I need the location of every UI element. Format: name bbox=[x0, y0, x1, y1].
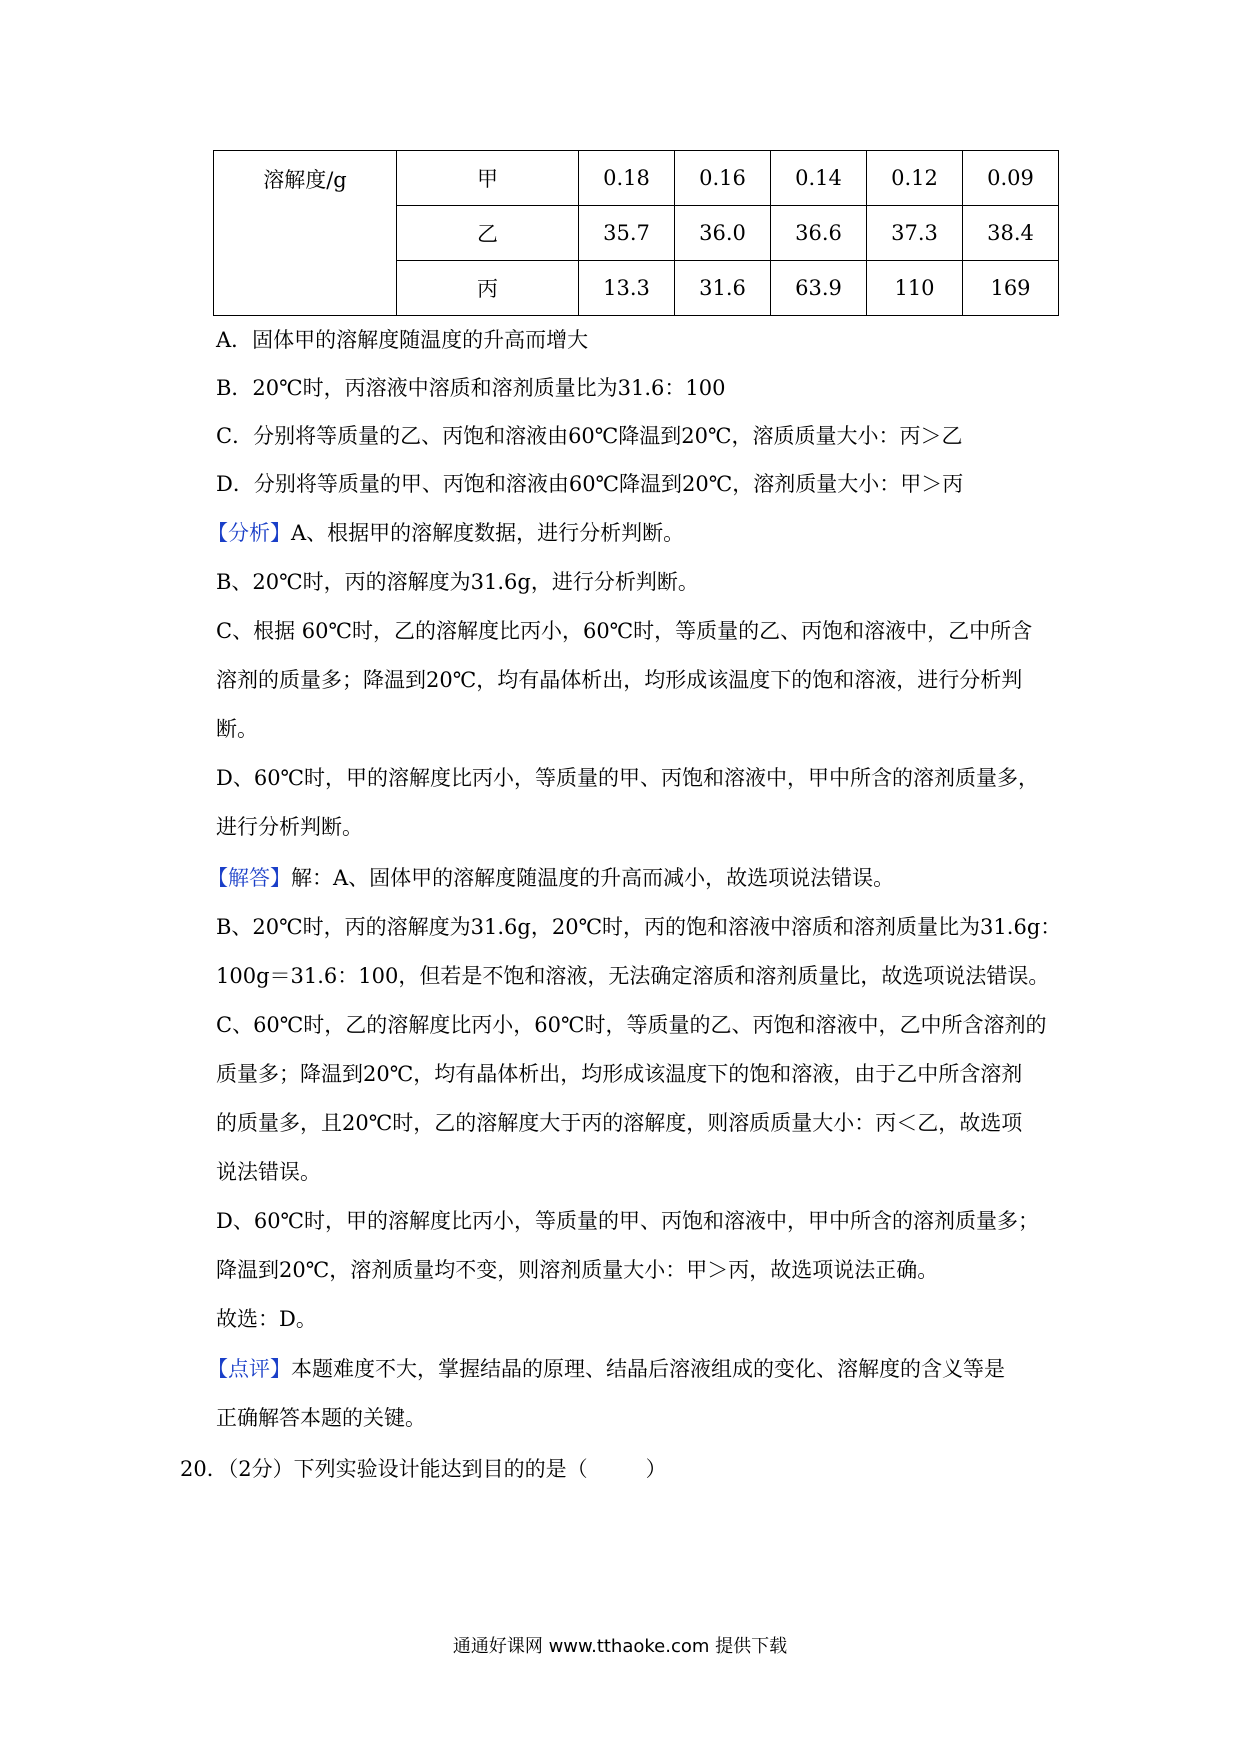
table-cell: 0.14 bbox=[771, 151, 867, 206]
table-row bbox=[214, 151, 1059, 206]
table-header-cell: 溶解度/g bbox=[214, 151, 397, 316]
table-cell: 169 bbox=[963, 261, 1059, 316]
answer-line: 故选：D。 bbox=[216, 1307, 317, 1331]
answer-line: B、20℃时，丙的溶解度为31.6g，20℃时，丙的饱和溶液中溶质和溶剂质量比为31.6g： bbox=[216, 915, 1062, 939]
option-d: D．分别将等质量的甲、丙饱和溶液由60℃降温到20℃，溶剂质量大小：甲＞丙 bbox=[216, 472, 964, 496]
substance-name-cell: 丙 bbox=[397, 261, 579, 316]
comment-text: 本题难度不大，掌握结晶的原理、结晶后溶液组成的变化、溶解度的含义等是 bbox=[291, 1357, 1005, 1381]
comment-tag: 【点评】 bbox=[207, 1357, 291, 1381]
table-cell: 31.6 bbox=[675, 261, 771, 316]
table-cell: 13.3 bbox=[579, 261, 675, 316]
table-cell: 0.09 bbox=[963, 151, 1059, 206]
table-cell: 36.0 bbox=[675, 206, 771, 261]
comment-line bbox=[207, 1355, 1005, 1383]
analysis-text: A、根据甲的溶解度数据，进行分析判断。 bbox=[291, 521, 685, 545]
comment-line: 正确解答本题的关键。 bbox=[216, 1406, 426, 1430]
question-20 bbox=[180, 1455, 667, 1483]
analysis-line: 进行分析判断。 bbox=[216, 815, 363, 839]
analysis-line: D、60℃时，甲的溶解度比丙小，等质量的甲、丙饱和溶液中，甲中所含的溶剂质量多， bbox=[216, 766, 1040, 790]
question-close-paren: ） bbox=[645, 1457, 667, 1481]
page-footer: 通通好课网 www.tthaoke.com 提供下载 bbox=[452, 1636, 788, 1657]
table-cell: 0.12 bbox=[867, 151, 963, 206]
substance-name-cell: 甲 bbox=[397, 151, 579, 206]
answer-line: 质量多；降温到20℃，均有晶体析出，均形成该温度下的饱和溶液，由于乙中所含溶剂 bbox=[216, 1062, 1023, 1086]
option-a: A．固体甲的溶解度随温度的升高而增大 bbox=[216, 328, 589, 352]
substance-name-cell: 乙 bbox=[397, 206, 579, 261]
answer-line: 100g＝31.6：100，但若是不饱和溶液，无法确定溶质和溶剂质量比，故选项说法错误。 bbox=[216, 964, 1050, 988]
table-cell: 0.18 bbox=[579, 151, 675, 206]
answer-line: D、60℃时，甲的溶解度比丙小，等质量的甲、丙饱和溶液中，甲中所含的溶剂质量多； bbox=[216, 1209, 1040, 1233]
table-cell: 38.4 bbox=[963, 206, 1059, 261]
answer-line: C、60℃时，乙的溶解度比丙小，60℃时，等质量的乙、丙饱和溶液中，乙中所含溶剂的 bbox=[216, 1013, 1047, 1037]
analysis-line: B、20℃时，丙的溶解度为31.6g，进行分析判断。 bbox=[216, 570, 699, 594]
question-text: 20．（2分）下列实验设计能达到目的的是（ bbox=[180, 1457, 588, 1481]
answer-line: 降温到20℃，溶剂质量均不变，则溶剂质量大小：甲＞丙，故选项说法正确。 bbox=[216, 1258, 939, 1282]
analysis-line bbox=[207, 519, 684, 547]
table-cell: 37.3 bbox=[867, 206, 963, 261]
table-cell: 63.9 bbox=[771, 261, 867, 316]
table-cell: 36.6 bbox=[771, 206, 867, 261]
analysis-tag: 【分析】 bbox=[207, 521, 291, 545]
answer-line bbox=[207, 864, 894, 892]
answer-text: 解：A、固体甲的溶解度随温度的升高而减小，故选项说法错误。 bbox=[291, 866, 895, 890]
option-c: C．分别将等质量的乙、丙饱和溶液由60℃降温到20℃，溶质质量大小：丙＞乙 bbox=[216, 424, 963, 448]
table-cell: 110 bbox=[867, 261, 963, 316]
option-b: B．20℃时，丙溶液中溶质和溶剂质量比为31.6：100 bbox=[216, 376, 726, 400]
solubility-table bbox=[213, 150, 1059, 316]
answer-line: 说法错误。 bbox=[216, 1160, 321, 1184]
answer-line: 的质量多，且20℃时，乙的溶解度大于丙的溶解度，则溶质质量大小：丙＜乙，故选项 bbox=[216, 1111, 1023, 1135]
analysis-line: C、根据 60℃时，乙的溶解度比丙小，60℃时，等质量的乙、丙饱和溶液中，乙中所含 bbox=[216, 619, 1033, 643]
analysis-line: 溶剂的质量多；降温到20℃，均有晶体析出，均形成该温度下的饱和溶液，进行分析判 bbox=[216, 668, 1023, 692]
table-cell: 0.16 bbox=[675, 151, 771, 206]
answer-tag: 【解答】 bbox=[207, 866, 291, 890]
analysis-line: 断。 bbox=[216, 717, 258, 741]
table-cell: 35.7 bbox=[579, 206, 675, 261]
